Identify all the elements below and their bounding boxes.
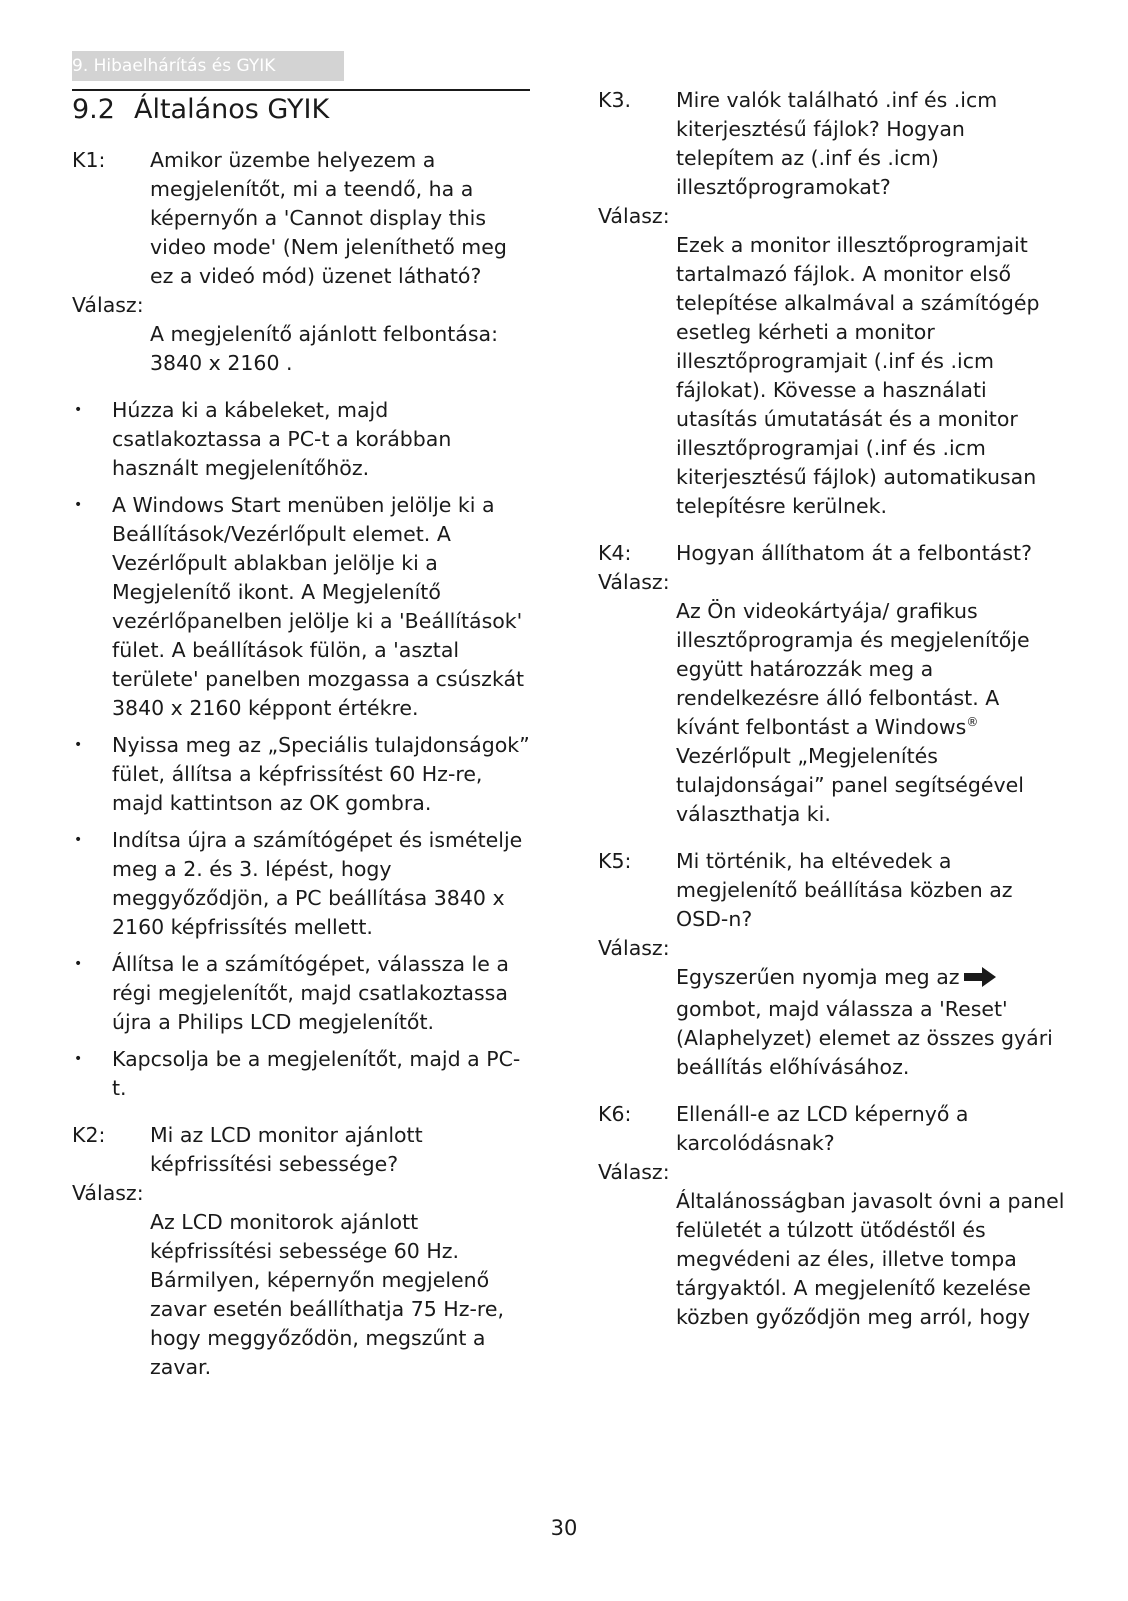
spacer (72, 1111, 532, 1121)
answer-text: Ezek a monitor illesztőprogramjait tartalmazó fájlok. A monitor első telepítése alkalmával a számítógép esetleg kérheti a monitor illesztőprogramjait (.inf és .icm fájlokat). Kövesse a használati utasítás úmutatását és a monitor illesztőprogramjai (.inf és .icm kiterjesztésű fájlok) automatikusan telepítésre kerülnek. (676, 233, 1040, 518)
faq-item-k4 (598, 539, 1068, 829)
bullet-icon: • (74, 956, 83, 972)
answer-label: Válasz: (598, 570, 670, 594)
list-item (72, 731, 532, 818)
chapter-tab: 9. Hibaelhárítás és GYIK (72, 51, 344, 81)
bullet-icon: • (74, 402, 83, 418)
page-number: 30 (550, 1516, 578, 1540)
faq-item-k6 (598, 1100, 1068, 1332)
left-column (72, 146, 532, 1382)
list-item-text: Nyissa meg az „Speciális tulajdonságok” fület, állítsa a képfrissítést 60 Hz-re, majd kattintson az OK gombra. (112, 733, 530, 815)
answer-text (676, 597, 1068, 829)
spacer (598, 521, 1068, 539)
list-item (72, 396, 532, 483)
answer-label: Válasz: (598, 204, 670, 228)
list-item-text: Állítsa le a számítógépet, válassza le a régi megjelenítőt, majd csatlakoztassa újra a Philips LCD megjelenítőt. (112, 952, 509, 1034)
registered-mark: ® (966, 715, 979, 730)
answer-label: Válasz: (598, 936, 670, 960)
list-item-text: Húzza ki a kábeleket, majd csatlakoztassa a PC-t a korábban használt megjelenítőhöz. (112, 398, 452, 480)
question-text: Ellenáll-e az LCD képernyő a karcolódásnak? (676, 1102, 969, 1155)
question (598, 847, 1068, 934)
question-id: K5: (598, 849, 632, 873)
spacer (72, 378, 532, 396)
section-title (72, 90, 329, 130)
question (72, 146, 532, 291)
section-title-text: Általános GYIK (134, 94, 330, 125)
bullet-icon: • (74, 1051, 83, 1067)
bullet-icon: • (74, 832, 83, 848)
answer-text-part: Egyszerűen nyomja meg az (676, 965, 960, 989)
answer-text-part: Vezérlőpult „Megjelenítés tulajdonságai” panel segítségével választhatja ki. (676, 744, 1024, 826)
list-item (72, 950, 532, 1037)
question-text: Mi történik, ha eltévedek a megjelenítő beállítása közben az OSD-n? (676, 849, 1013, 931)
question (598, 86, 1068, 202)
faq-item-k1 (72, 146, 532, 1103)
answer-label: Válasz: (72, 1181, 144, 1205)
answer-text: Általánosságban javasolt óvni a panel felületét a túlzott ütődéstől és megvédeni az éles, illetve tompa tárgyaktól. A megjelenítő kezelése közben győződjön meg arról, hogy (676, 1189, 1065, 1329)
answer-text (676, 963, 1068, 1082)
answer-label: Válasz: (598, 1160, 670, 1184)
answer-text-part: Az Ön videokártyája/ grafikus illesztőprogramja és megjelenítője együtt határozzák meg a rendelkezésre álló felbontást. A kívánt felbontást a Windows (676, 599, 1030, 739)
question-text: Amikor üzembe helyezem a megjelenítőt, mi a teendő, ha a képernyőn a 'Cannot display this video mode' (Nem jeleníthető meg ez a videó mód) üzenet látható? (150, 148, 507, 288)
question-text: Hogyan állíthatom át a felbontást? (676, 541, 1032, 565)
question-text: Mire valók található .inf és .icm kiterjesztésű fájlok? Hogyan telepítem az (.inf és .icm) illesztőprogramokat? (676, 88, 998, 199)
answer-text-part: gombot, majd válassza a 'Reset' (Alaphelyzet) elemet az összes gyári beállítás előhívásához. (676, 997, 1053, 1079)
question-id: K2: (72, 1123, 106, 1147)
answer-text: Az LCD monitorok ajánlott képfrissítési sebessége 60 Hz. Bármilyen, képernyőn megjelenő zavar esetén beállíthatja 75 Hz-re, hogy meggyőződön, megszűnt a zavar. (150, 1210, 504, 1379)
list-item-text: Indítsa újra a számítógépet és ismételje meg a 2. és 3. lépést, hogy meggyőződjön, a PC beállítása 3840 x 2160 képfrissítés mellett. (112, 828, 523, 939)
bullet-icon: • (74, 737, 83, 753)
question-id: K4: (598, 541, 632, 565)
list-item-text: Kapcsolja be a megjelenítőt, majd a PC-t. (112, 1047, 521, 1100)
list-item (72, 826, 532, 942)
question-id: K3. (598, 88, 632, 112)
faq-item-k3 (598, 86, 1068, 521)
question-text: Mi az LCD monitor ajánlott képfrissítési sebessége? (150, 1123, 423, 1176)
steps-list (72, 396, 532, 1103)
spacer (598, 829, 1068, 847)
question (598, 539, 1068, 568)
answer-text: A megjelenítő ajánlott felbontása: 3840 x 2160 . (150, 322, 498, 375)
question (72, 1121, 532, 1179)
faq-item-k5 (598, 847, 1068, 1082)
section-number: 9.2 (72, 94, 115, 125)
answer-label: Válasz: (72, 293, 144, 317)
bullet-icon: • (74, 497, 83, 513)
question (598, 1100, 1068, 1158)
right-arrow-icon (964, 966, 996, 995)
list-item (72, 1045, 532, 1103)
list-item (72, 491, 532, 723)
right-column (598, 86, 1068, 1332)
list-item-text: A Windows Start menüben jelölje ki a Beállítások/Vezérlőpult elemet. A Vezérlőpult ablakban jelölje ki a Megjelenítő ikont. A Megjelenítő vezérlőpanelben jelölje ki a 'Beállítások' fület. A beállítások fülön, a 'asztal területe' panelben mozgassa a csúszkát 3840 x 2160 képpont értékre. (112, 493, 525, 720)
spacer (598, 1082, 1068, 1100)
question-id: K1: (72, 148, 106, 172)
faq-item-k2 (72, 1121, 532, 1382)
question-id: K6: (598, 1102, 632, 1126)
